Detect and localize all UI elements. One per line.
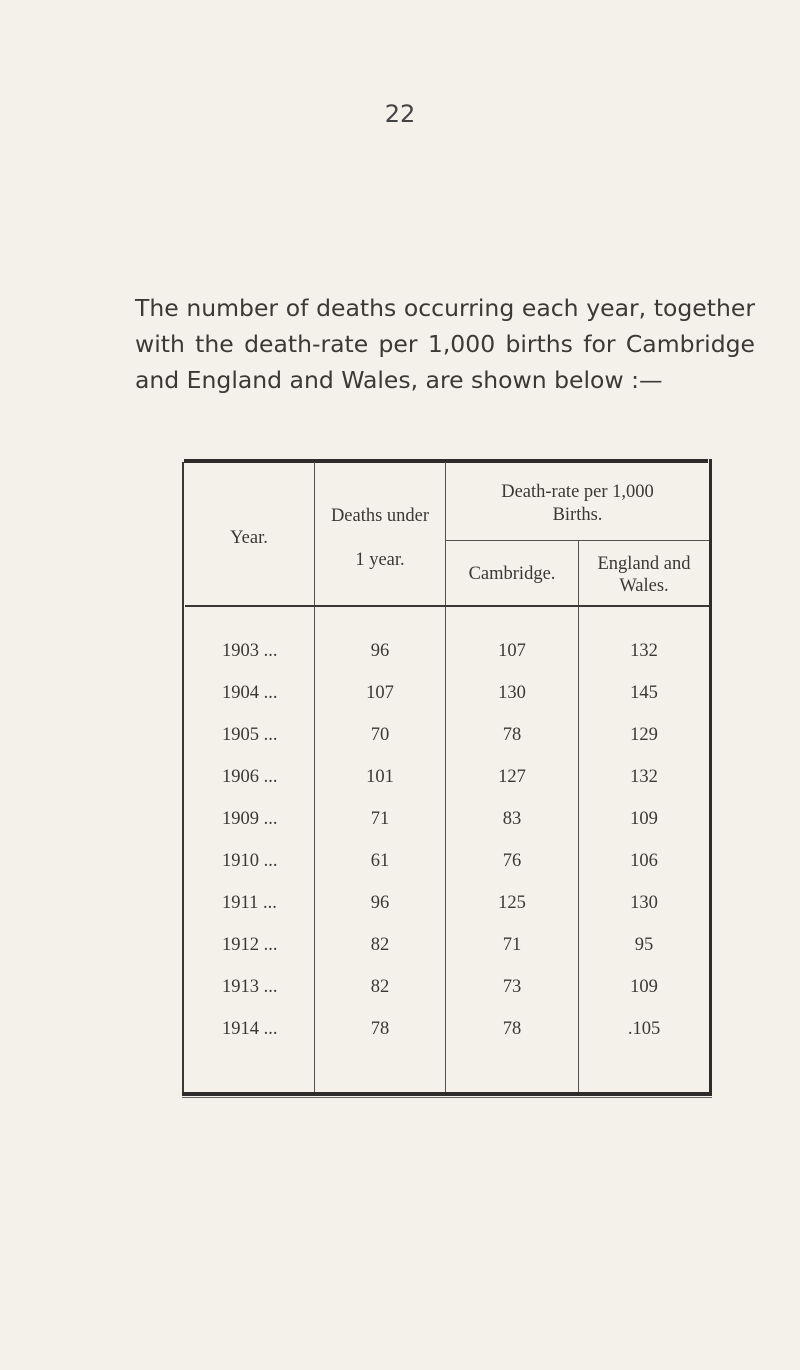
cell-deaths: 71 <box>370 809 390 829</box>
header-deaths-line1: Deaths under <box>330 506 430 526</box>
cell-cambridge: 125 <box>498 893 526 913</box>
cell-year: 1906 ... <box>222 767 278 787</box>
cell-deaths: 82 <box>370 935 390 955</box>
header-deaths-line2: 1 year. <box>355 550 405 570</box>
header-rate-group-line1: Death-rate per 1,000 <box>501 482 654 502</box>
cell-deaths: 101 <box>366 767 394 787</box>
header-cambridge: Cambridge. <box>468 564 556 584</box>
header-subgroup-rule <box>446 540 709 541</box>
cell-deaths: 107 <box>366 683 394 703</box>
cell-england: 130 <box>630 893 658 913</box>
cell-year: 1903 ... <box>222 641 278 661</box>
header-year: Year. <box>230 528 268 548</box>
cell-cambridge: 83 <box>502 809 522 829</box>
cell-cambridge: 107 <box>498 641 526 661</box>
page-number: 22 <box>384 100 416 128</box>
cell-england: 129 <box>630 725 658 745</box>
cell-cambridge: 76 <box>502 851 522 871</box>
cell-year: 1912 ... <box>222 935 278 955</box>
cell-year: 1909 ... <box>222 809 278 829</box>
cell-deaths: 78 <box>370 1019 390 1039</box>
cell-deaths: 96 <box>370 893 390 913</box>
header-england-line2: Wales. <box>619 576 669 596</box>
intro-paragraph: The number of deaths occurring each year, together with the death-rate per 1,000 births for Cambridge and England and Wales, are shown below :— <box>135 294 755 394</box>
col-divider-deaths-rate <box>445 462 446 1092</box>
cell-england: 132 <box>630 641 658 661</box>
cell-deaths: 82 <box>370 977 390 997</box>
cell-year: 1905 ... <box>222 725 278 745</box>
cell-deaths: 70 <box>370 725 390 745</box>
cell-cambridge: 127 <box>498 767 526 787</box>
table-bottom-rule <box>182 1092 712 1096</box>
col-divider-cambridge-england <box>578 540 579 1092</box>
cell-year: 1911 ... <box>222 893 277 913</box>
table-bottom-rule-thin <box>182 1097 712 1098</box>
header-bottom-rule <box>185 605 709 607</box>
cell-england: 109 <box>630 809 658 829</box>
cell-england: 145 <box>630 683 658 703</box>
header-england-line1: England and <box>597 554 691 574</box>
cell-deaths: 61 <box>370 851 390 871</box>
cell-england: 95 <box>634 935 654 955</box>
header-rate-group-line2: Births. <box>552 505 603 525</box>
cell-deaths: 96 <box>370 641 390 661</box>
cell-year: 1910 ... <box>222 851 278 871</box>
cell-england: 106 <box>630 851 658 871</box>
cell-england: 132 <box>630 767 658 787</box>
table-right-border <box>709 459 712 1096</box>
cell-cambridge: 78 <box>502 1019 522 1039</box>
cell-year: 1913 ... <box>222 977 278 997</box>
table-top-rule <box>184 459 708 463</box>
cell-england: .105 <box>627 1019 661 1039</box>
cell-cambridge: 78 <box>502 725 522 745</box>
cell-cambridge: 71 <box>502 935 522 955</box>
cell-year: 1904 ... <box>222 683 278 703</box>
cell-year: 1914 ... <box>222 1019 278 1039</box>
cell-cambridge: 130 <box>498 683 526 703</box>
cell-england: 109 <box>630 977 658 997</box>
table-left-border <box>182 462 184 1092</box>
cell-cambridge: 73 <box>502 977 522 997</box>
